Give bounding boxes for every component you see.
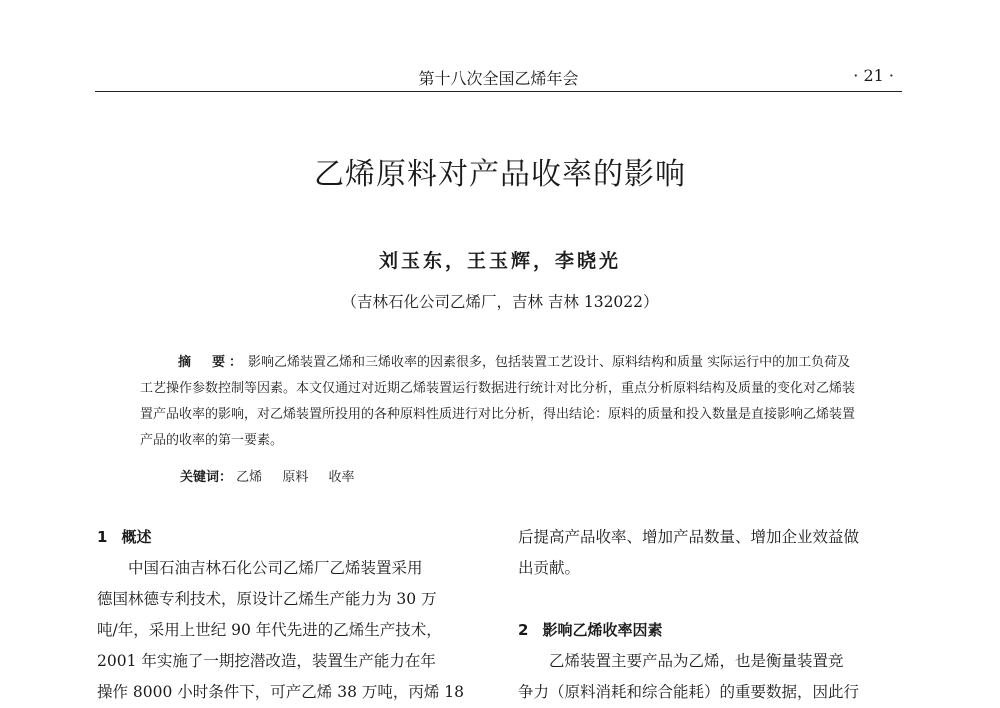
keyword: 收率 [328,470,355,485]
body-line: 出贡献。 [518,559,581,577]
page-number: · 21 · [853,66,894,85]
running-header [95,61,902,92]
body-line: 后提高产品收率、增加产品数量、增加企业效益做 [518,528,860,546]
abstract [140,350,860,454]
paragraph-gap [518,584,910,615]
body-line: 乙烯装置主要产品为乙烯，也是衡量装置竞 [549,652,844,670]
journal-name: 第十八次全国乙烯年会 [418,69,579,88]
paper-authors: 刘玉东，王玉辉，李晓光 [378,250,621,272]
keyword: 乙烯 [236,470,263,485]
body-line: 吨/年，采用上世纪 90 年代先进的乙烯生产技术， [97,621,442,639]
keywords [180,467,370,489]
body-line: 中国石油吉林石化公司乙烯厂乙烯装置采用 [128,559,423,577]
author-affiliation: （吉林石化公司乙烯厂，吉林 吉林 132022） [341,293,659,311]
section-number: 1 [97,528,108,546]
section-title: 影响乙烯收率因素 [542,621,663,639]
section-number: 2 [518,621,529,639]
section-title: 概述 [121,528,152,546]
abstract-label: 摘 要： [178,355,247,370]
section-heading [97,522,492,553]
abstract-text: 影响乙烯装置乙烯和三烯收率的因素很多，包括装置工艺设计、原料结构和质量 实际运行中的加工负荷及工艺操作参数控制等因素。本文仅通过对近期乙烯装置运行数据进行统计对比分析，重点分析原料结构及质量的变化对乙烯装置产品收率的影响，对乙烯装置所投用的各种原料性质进行对比分析，得出结论：原料的质量和投入数量是直接影响乙烯装置产品的收率的第一要素。 [140,355,856,448]
keyword: 原料 [282,470,309,485]
body-line: 2001 年实施了一期挖潜改造，装置生产能力在年 [97,652,436,670]
body-line: 争力（原料消耗和综合能耗）的重要数据，因此行 [518,683,860,701]
keywords-label: 关键词： [180,470,233,485]
body-line: 德国林德专利技术，原设计乙烯生产能力为 30 万 [97,590,437,608]
section-heading [518,615,910,646]
right-column [518,522,910,708]
left-column [97,522,492,708]
paper-title: 乙烯原料对产品收率的影响 [314,157,686,192]
body-line: 操作 8000 小时条件下，可产乙烯 38 万吨，丙烯 18 [97,683,465,701]
